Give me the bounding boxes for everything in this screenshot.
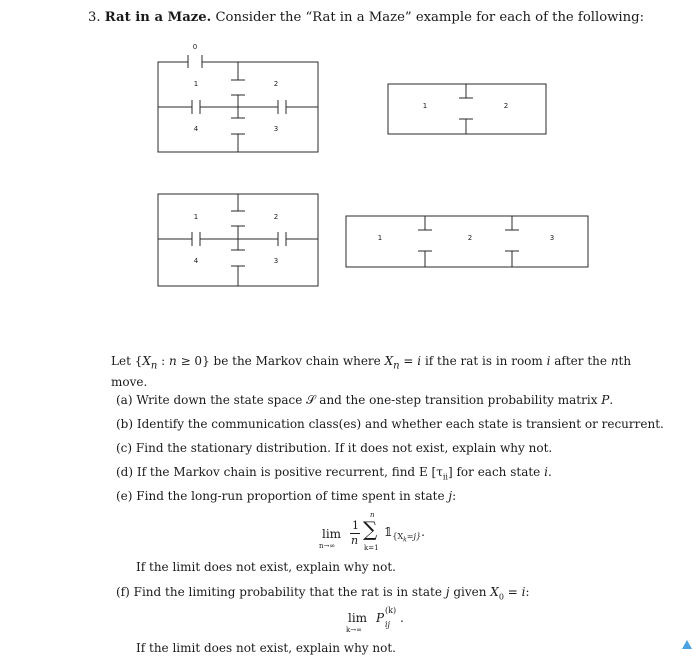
part-f-var2: i xyxy=(521,585,526,599)
part-f-text-c: : xyxy=(525,585,530,599)
formula-e-one: 1 xyxy=(352,519,359,532)
def-var-x2: X xyxy=(384,354,394,368)
def-sub-n2: n xyxy=(393,360,400,372)
formula-e-n: n xyxy=(351,534,359,547)
maze-c xyxy=(158,194,318,286)
part-b-text: Identify the communication class(es) and whether each state is transient or recurrent. xyxy=(136,417,664,431)
maze-a-outside-label: 0 xyxy=(192,43,198,51)
part-c-text: Find the stationary distribution. If it does not exist, explain why not. xyxy=(135,441,553,455)
part-d-text-c: . xyxy=(547,465,552,479)
part-a xyxy=(116,393,613,408)
formula-f xyxy=(344,605,424,641)
maze-a xyxy=(158,55,318,152)
def-text-e: if the rat is in room xyxy=(421,354,547,368)
part-f-eq: = xyxy=(503,585,522,599)
formula-e-indicator-group xyxy=(384,525,425,544)
part-a-label: (a) xyxy=(116,393,133,407)
formula-e-indicator: 𝟙 xyxy=(384,525,393,539)
formula-e-sub: {X xyxy=(392,532,404,542)
part-d-close: ] xyxy=(447,465,453,479)
formula-e-under: n→∞ xyxy=(319,542,336,550)
part-d-text-a: If the Markov chain is positive recurrent, find xyxy=(136,465,419,479)
def-text-a: Let { xyxy=(111,354,143,368)
part-d-label: (d) xyxy=(116,465,134,479)
maze-b-room-1: 1 xyxy=(422,102,428,110)
markov-chain-definition xyxy=(111,353,632,391)
def-text-c: ≥ 0} be the Markov chain where xyxy=(176,354,385,368)
maze-b-room-2: 2 xyxy=(503,102,509,110)
scroll-up-triangle-icon[interactable] xyxy=(682,640,692,649)
formula-e-sum-top: n xyxy=(370,511,375,519)
formula-f-sup: (k) xyxy=(385,606,397,615)
formula-e-subrest: =j} xyxy=(406,532,422,542)
part-a-symbol-s: 𝒮 xyxy=(306,393,316,407)
problem-number: 3. xyxy=(88,10,101,25)
maze-d-room-2: 2 xyxy=(467,234,473,242)
maze-a-room-1: 1 xyxy=(193,80,199,88)
part-c-label: (c) xyxy=(116,441,133,455)
maze-d-room-1: 1 xyxy=(377,234,383,242)
maze-b xyxy=(388,84,546,134)
part-b xyxy=(116,417,664,431)
part-d-expectation: E [τ xyxy=(418,465,443,479)
maze-a-room-2: 2 xyxy=(273,80,279,88)
part-f-label: (f) xyxy=(116,585,130,599)
footnote-e: If the limit does not exist, explain why not. xyxy=(136,560,396,574)
maze-a-room-4: 4 xyxy=(193,125,199,133)
def-var-i2: i xyxy=(546,354,551,368)
formula-f-lim: lim xyxy=(348,611,368,625)
part-f-var: j xyxy=(445,585,450,599)
maze-diagrams xyxy=(0,0,700,300)
part-f-text-a: Find the limiting probability that the rat is in state xyxy=(133,585,446,599)
def-var-n: n xyxy=(169,354,177,368)
maze-c-room-2: 2 xyxy=(273,213,279,221)
def-var-nth: n xyxy=(610,354,619,368)
maze-d-room-3: 3 xyxy=(549,234,555,242)
part-d-sub: ii xyxy=(442,472,448,482)
part-f-text-b: given xyxy=(449,585,491,599)
formula-e xyxy=(318,511,468,559)
part-d xyxy=(116,465,552,481)
part-a-text-a: Write down the state space xyxy=(136,393,307,407)
part-c xyxy=(116,441,552,455)
def-text-f: after the xyxy=(550,354,611,368)
part-d-var: i xyxy=(544,465,548,479)
formula-e-lim: lim xyxy=(322,527,342,541)
part-a-text-b: and the one-step transition probability matrix xyxy=(315,393,602,407)
def-var-i: i xyxy=(417,354,422,368)
problem-title: Rat in a Maze. xyxy=(104,10,212,25)
formula-e-sigma: ∑ xyxy=(363,517,378,541)
def-text-move: move. xyxy=(111,375,148,390)
formula-e-sum-bottom: k=1 xyxy=(364,544,379,552)
problem-intro: Consider the “Rat in a Maze” example for each of the following: xyxy=(215,10,645,25)
maze-c-room-4: 4 xyxy=(193,257,199,265)
def-var-x: X xyxy=(142,354,151,368)
part-e-label: (e) xyxy=(116,489,133,503)
footnote-f: If the limit does not exist, explain why not. xyxy=(136,641,396,655)
def-text-d: = xyxy=(399,354,418,368)
maze-a-room-3: 3 xyxy=(273,125,279,133)
part-a-symbol-p: P xyxy=(601,393,610,407)
formula-f-under: k→∞ xyxy=(346,626,362,634)
formula-f-sub: ij xyxy=(385,620,391,629)
part-b-label: (b) xyxy=(116,417,134,431)
part-a-text-c: . xyxy=(609,393,614,407)
part-f-x0sub: 0 xyxy=(498,592,504,602)
def-text-b: : xyxy=(157,354,170,368)
part-e-text-a: Find the long-run proportion of time spent in state xyxy=(136,489,449,503)
formula-e-end: . xyxy=(421,525,425,539)
part-e-var: j xyxy=(448,489,453,503)
maze-c-room-1: 1 xyxy=(193,213,199,221)
part-e xyxy=(116,489,456,503)
formula-e-subk: k xyxy=(403,536,407,544)
part-f-x0: X xyxy=(490,585,499,599)
formula-f-end: . xyxy=(400,611,404,625)
def-sub-n: n xyxy=(150,360,158,372)
part-d-text-b: for each state xyxy=(452,465,545,479)
maze-c-room-3: 3 xyxy=(273,257,279,265)
def-text-th: th xyxy=(618,354,632,368)
formula-f-p: P xyxy=(376,611,385,625)
part-e-text-b: : xyxy=(452,489,457,503)
part-f xyxy=(116,585,529,601)
